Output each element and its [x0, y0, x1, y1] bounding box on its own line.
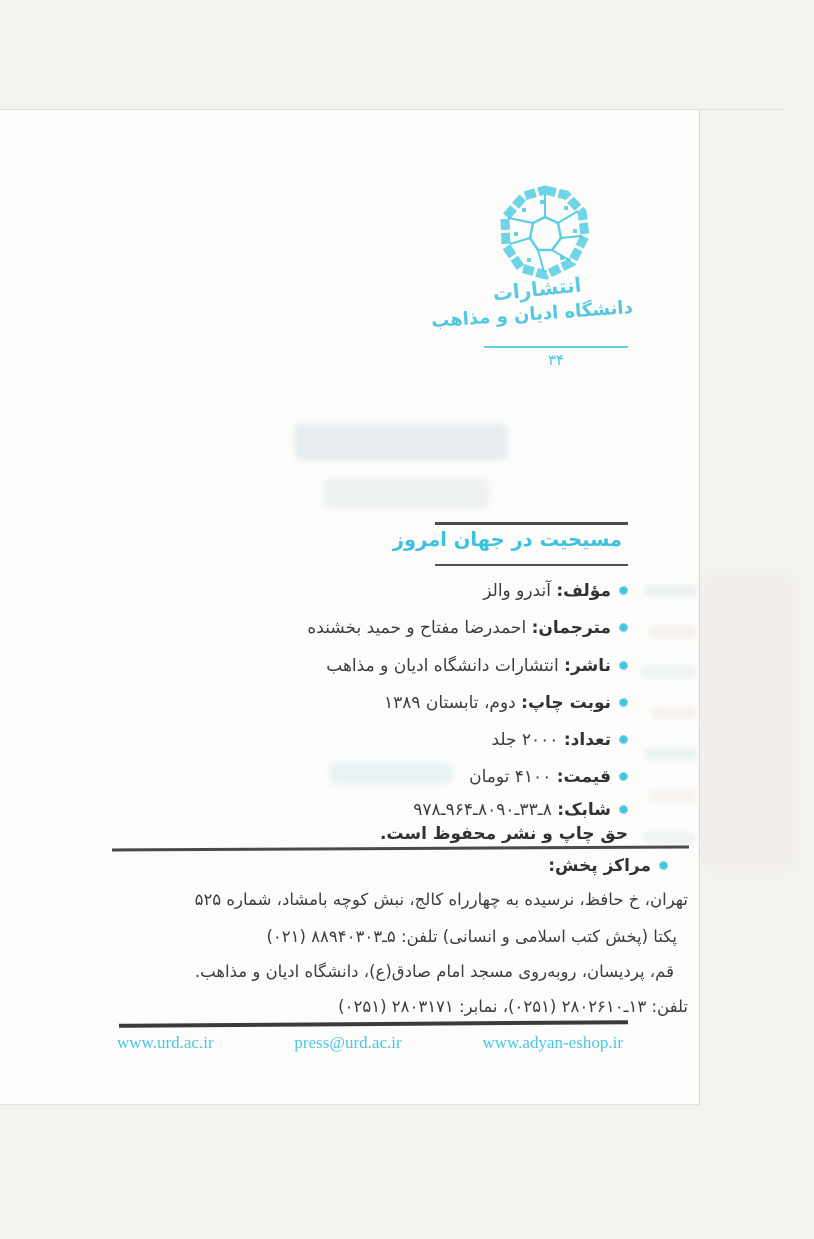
item-value: ۴۱۰۰ تومان: [469, 767, 552, 787]
website-url: www.urd.ac.ir: [117, 1033, 214, 1052]
title-rule-bottom: [435, 564, 628, 566]
item-value: احمدرضا مفتاح و حمید بخشنده: [307, 618, 527, 638]
colophon-item-author: [483, 577, 628, 605]
series-number: ۳۴: [547, 351, 565, 369]
publications-calligraphy: انتشارات: [491, 272, 583, 306]
bleed-through-ghost: [645, 748, 697, 760]
shop-url: www.adyan-eshop.ir: [482, 1033, 623, 1052]
publisher-logo-emblem: [494, 184, 596, 284]
footer-links: [117, 1033, 623, 1053]
item-value: انتشارات دانشگاه ادیان و مذاهب: [326, 656, 559, 676]
colophon-item-publisher: [326, 652, 628, 680]
bleed-through-ghost: [650, 626, 696, 638]
address-line-qom-phone-fax: تلفن: ۱۳ـ۲۸۰۲۶۱۰ (۰۲۵۱)، نمابر: ۲۸۰۳۱۷۱ (۰۲۵۱): [338, 997, 688, 1016]
title-rule-top: [435, 522, 628, 525]
item-label: شابک:: [557, 800, 611, 820]
colophon-item-print-run: [491, 726, 628, 754]
address-line-qom: قم، پردیسان، روبه‌روی مسجد امام صادق(ع)، دانشگاه ادیان و مذاهب.: [194, 962, 674, 981]
press-email: press@urd.ac.ir: [294, 1033, 402, 1052]
bleed-through-ghost: [325, 478, 489, 508]
item-value: ۸ـ۳۳ـ۸۰۹۰ـ۹۶۴ـ۹۷۸: [413, 800, 552, 820]
bullet-icon: [619, 661, 628, 670]
bleed-through-ghost: [705, 575, 793, 870]
bleed-through-ghost: [644, 832, 694, 844]
item-label: ناشر:: [564, 656, 611, 676]
item-value: دوم، تابستان ۱۳۸۹: [384, 693, 516, 713]
bullet-icon: [619, 805, 628, 814]
item-label: قیمت:: [556, 767, 611, 787]
address-line-tehran: تهران، خ حافظ، نرسیده به چهارراه کالج، نبش کوچه بامشاد، شماره ۵۲۵: [194, 890, 688, 909]
gem-emblem-icon: [494, 184, 596, 284]
bullet-icon: [659, 861, 668, 870]
item-label: مترجمان:: [531, 618, 611, 638]
heading-label: مراکز پخش:: [548, 856, 651, 876]
item-label: مؤلف:: [556, 581, 611, 601]
item-label: تعداد:: [563, 730, 611, 750]
university-calligraphy: دانشگاه ادیان و مذاهب: [430, 296, 634, 333]
page-top-edge: [699, 109, 785, 110]
emblem-underline: [484, 346, 628, 348]
colophon-item-edition: [384, 689, 628, 717]
address-line-pakta-phone: پکتا (پخش کتب اسلامی و انسانی) تلفن: ۵ـ۸۸۹۴۰۳۰۳ (۰۲۱): [266, 927, 677, 946]
bleed-through-ghost: [652, 707, 696, 719]
colophon-item-price: [469, 763, 628, 791]
bleed-through-ghost: [295, 424, 507, 460]
copyright-notice: حق چاپ و نشر محفوظ است.: [379, 824, 628, 844]
bullet-icon: [619, 623, 628, 632]
distribution-heading: [548, 856, 668, 876]
item-value: آندرو والز: [483, 581, 551, 601]
bullet-icon: [619, 698, 628, 707]
item-value: ۲۰۰۰ جلد: [491, 730, 559, 750]
bleed-through-ghost: [330, 762, 452, 784]
colophon-item-translators: [307, 614, 628, 642]
bleed-through-ghost: [645, 585, 697, 597]
bullet-icon: [619, 772, 628, 781]
item-label: نوبت چاپ:: [521, 693, 611, 713]
book-title: مسیحیت در جهان امروز: [392, 528, 622, 551]
bleed-through-ghost: [643, 666, 697, 678]
colophon-item-isbn: [413, 796, 628, 824]
bullet-icon: [619, 735, 628, 744]
bullet-icon: [619, 586, 628, 595]
bleed-through-ghost: [650, 790, 696, 802]
